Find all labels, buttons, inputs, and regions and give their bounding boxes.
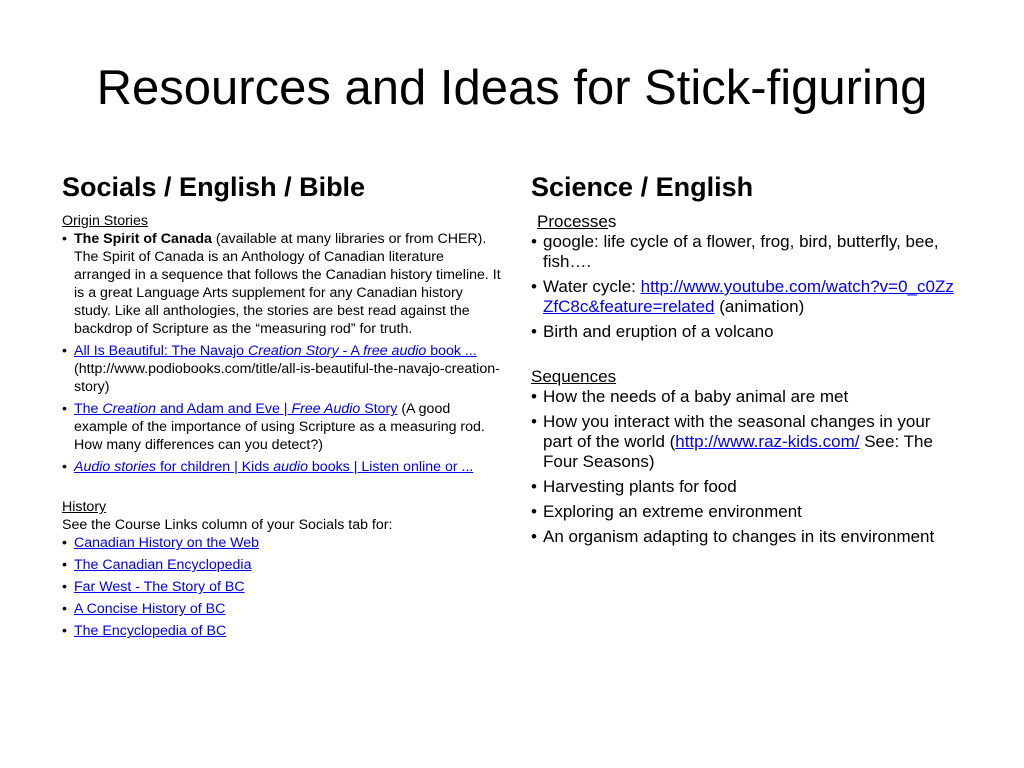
creation-adam-eve-link[interactable]: The Creation and Adam and Eve | Free Audio Story — [74, 401, 398, 418]
youtube-water-cycle-link[interactable]: http://www.youtube.com/watch?v=0_c0ZzZfC8c&feature=related — [543, 277, 954, 317]
history-label: History — [62, 499, 107, 516]
canadian-history-web-link[interactable]: Canadian History on the Web — [74, 535, 260, 552]
list-item: • google: life cycle of a flower, frog, bird, butterfly, bee, fish…. — [531, 232, 963, 272]
spirit-of-canada-desc: (available at many libraries or from CHER). The Spirit of Canada is an Anthology of Canadian literature arranged in a sequence that follows the Canadian history timeline. It is a great Language Arts supplement for any Canadian history study. Like all anthologies, the stories are best read against the backdrop of Scripture as the “measuring rod” for truth. — [74, 231, 501, 338]
origin-stories-list — [62, 230, 502, 476]
list-item-water-cycle: • Water cycle: http://www.youtube.com/watch?v=0_c0ZzZfC8c&feature=related (animation) — [531, 277, 963, 317]
list-item — [62, 556, 502, 574]
concise-history-bc-link[interactable]: A Concise History of BC — [74, 601, 226, 618]
processes-label: Processes — [537, 212, 617, 232]
encyclopedia-bc-link[interactable]: The Encyclopedia of BC — [74, 623, 227, 640]
list-item — [62, 578, 502, 596]
sequences-list — [531, 387, 963, 547]
raz-kids-link[interactable]: http://www.raz-kids.com/ — [675, 432, 860, 452]
processes-list — [531, 232, 963, 342]
list-item: • Birth and eruption of a volcano — [531, 322, 963, 342]
far-west-link[interactable]: Far West - The Story of BC — [74, 579, 245, 596]
slide-title: Resources and Ideas for Stick-figuring — [96, 61, 928, 115]
adam-eve-desc: (A good example of the importance of using Scripture as a measuring rod. How many differences can you detect?) — [74, 401, 485, 454]
list-item — [62, 622, 502, 640]
list-item: • Exploring an extreme environment — [531, 502, 963, 522]
list-item-audio-stories — [62, 458, 502, 476]
list-item-spirit-of-canada — [62, 230, 502, 338]
origin-stories-label: Origin Stories — [62, 213, 148, 230]
navajo-url-text: (http://www.podiobooks.com/title/all-is-beautiful-the-navajo-creation-story) — [74, 361, 500, 396]
canadian-encyclopedia-link[interactable]: The Canadian Encyclopedia — [74, 557, 252, 574]
right-heading: Science / English — [531, 172, 754, 202]
list-item-adam-eve — [62, 400, 502, 454]
left-heading: Socials / English / Bible — [62, 172, 366, 202]
left-column — [62, 172, 502, 644]
list-item: • Harvesting plants for food — [531, 477, 963, 497]
list-item-seasonal: • How you interact with the seasonal changes in your part of the world (http://www.raz-kids.com/ See: The Four Seasons) — [531, 412, 963, 472]
spirit-of-canada-title: The Spirit of Canada — [74, 231, 212, 248]
right-column — [531, 172, 963, 552]
list-item-navajo — [62, 342, 502, 396]
list-item — [62, 534, 502, 552]
list-item: • How the needs of a baby animal are met — [531, 387, 963, 407]
history-intro: See the Course Links column of your Socials tab for: — [62, 517, 393, 534]
sequences-label: Sequences — [531, 367, 617, 387]
list-item — [62, 600, 502, 618]
list-item: • An organism adapting to changes in its environment — [531, 527, 963, 547]
navajo-creation-link[interactable]: All Is Beautiful: The Navajo Creation Story - A free audio book ... — [74, 343, 477, 360]
audio-stories-link[interactable]: Audio stories for children | Kids audio books | Listen online or ... — [74, 459, 474, 476]
history-links-list — [62, 534, 502, 640]
